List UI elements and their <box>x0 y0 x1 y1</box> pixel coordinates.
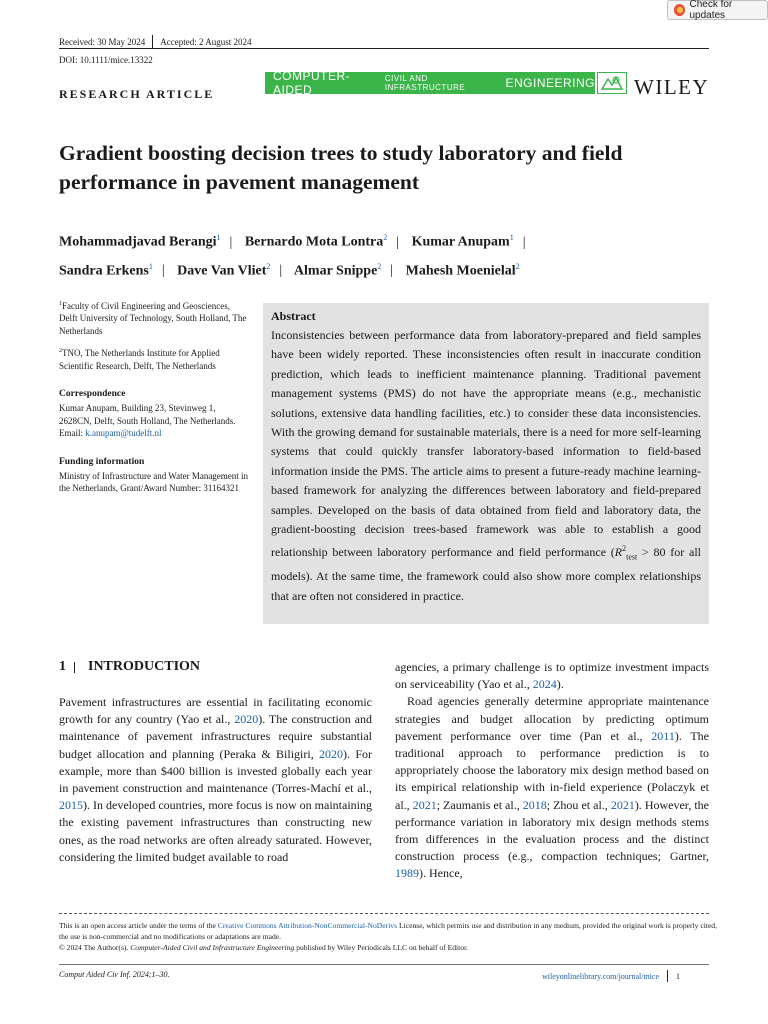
author-name[interactable]: Dave Van Vliet <box>177 263 267 279</box>
author-affiliation-mark[interactable]: 1 <box>148 261 153 271</box>
citation-link[interactable]: 2021 <box>412 797 437 812</box>
body-column-2 <box>395 659 709 883</box>
journal-banner[interactable] <box>265 69 595 97</box>
correspondence <box>59 388 249 440</box>
journal-url-link[interactable]: wileyonlinelibrary.com/journal/mice <box>542 971 659 981</box>
author-line-2: Sandra Erkens$^1$ | Dave Van Vliet$^2$ | Almar Snippe$^2$ | Mahesh Moenielal$^2$ <box>59 261 520 279</box>
section-number: 1 <box>59 659 66 674</box>
check-for-updates-label: Check for updates <box>689 0 733 21</box>
author-name[interactable]: Almar Snippe <box>293 263 378 279</box>
author-affiliation-mark[interactable]: 1 <box>216 233 221 242</box>
author-line-1: Mohammadjavad Berangi$^1$ | Bernardo Mota Lontra$^2$ | Kumar Anupam$^1$ | <box>59 233 526 250</box>
author-name[interactable]: Sandra Erkens <box>59 263 149 279</box>
author-name[interactable]: Kumar Anupam <box>411 234 510 250</box>
footer-citation: Comput Aided Civ Inf. 2024;1–30. <box>59 970 170 979</box>
author-list <box>59 226 719 283</box>
license-divider <box>59 913 709 914</box>
paragraph: Road agencies generally determine appropriate maintenance strategies and budget allocation by predicting optimum pavement performance over time (Pan et al., 2011). The traditional approach to performance prediction is to appropriately choose the laboratory mix design method based on its empirical relationship with in-field experience (Polaczyk et al., 2021; Zaumanis et al., 2018; Zhou et al., 2021). However, the performance variation in laboratory mix design methods stems from differences in the evaluation process and the distinct construction process (e.g., compaction techniques; Gartner, 1989). Hence, <box>395 694 710 881</box>
section-heading <box>59 659 200 675</box>
correspondence-heading: Correspondence <box>59 389 126 400</box>
journal-name-part1: COMPUTER-AIDED <box>273 69 351 97</box>
email-link[interactable]: k.anupam@tudelft.nl <box>85 428 162 439</box>
citation-link[interactable]: 1989 <box>395 866 419 881</box>
author-affiliation-mark[interactable]: 2 <box>266 261 271 271</box>
citation-link[interactable]: 2020 <box>234 712 259 727</box>
footer-rule <box>59 964 709 965</box>
check-for-updates-button[interactable] <box>667 0 768 20</box>
affiliation-2: $^2$TNO, The Netherlands Institute for Applied Scientific Research, Delft, The Netherlands <box>59 348 220 371</box>
correspondence-email-line: Email: k.anupam@tudelft.nl <box>59 428 162 439</box>
body-column-1 <box>59 694 372 866</box>
publisher-logo: WILEY <box>634 75 710 99</box>
page-number: 1 <box>676 971 680 981</box>
author-affiliation-mark[interactable]: 2 <box>377 261 382 271</box>
citation-link[interactable]: 2011 <box>651 728 675 743</box>
author-affiliation-mark[interactable]: 1 <box>509 233 514 242</box>
license-notice <box>59 920 719 954</box>
section-divider <box>74 662 75 673</box>
author-name[interactable]: Bernardo Mota Lontra <box>244 234 384 250</box>
received-date: Received: 30 May 2024 <box>59 37 146 47</box>
dates-line <box>59 35 251 49</box>
affiliation-1: $^1$Faculty of Civil Engineering and Geosciences, Delft University of Technology, South Holland, The Netherlands <box>59 301 247 336</box>
journal-logo-icon <box>597 72 627 94</box>
article-title: Gradient boosting decision trees to study laboratory and field performance in pavement management <box>59 141 623 194</box>
citation-link[interactable]: 2015 <box>59 798 83 813</box>
dates-divider <box>152 35 153 49</box>
journal-name-part2: CIVIL AND INFRASTRUCTURE <box>384 74 466 92</box>
journal-name-part3: ENGINEERING <box>505 76 595 90</box>
author-name[interactable]: Mahesh Moenielal <box>405 263 516 279</box>
paragraph: agencies, a primary challenge is to optimize investment impacts on serviceability (Yao et al., 2024). <box>395 660 709 692</box>
header-rule <box>59 48 709 49</box>
citation-link[interactable]: 2020 <box>319 746 344 761</box>
funding-text: Ministry of Infrastructure and Water Management in the Netherlands, Grant/Award Number: 31164321 <box>59 471 249 494</box>
citation-link[interactable]: 2021 <box>610 797 635 812</box>
citation-link[interactable]: 2018 <box>522 797 547 812</box>
paragraph: Pavement infrastructures are essential in facilitating economic growth for any country (Yao et al., 2020). The construction and maintenance of pavement infrastructures require substantial budget allocation and planning (Peraka & Biligiri, 2020). For example, more than $400 billion is invested globally each year in pavement construction and maintenance (Torres-Machí et al., 2015). In developed countries, more focus is now on maintaining the existing pavement infrastructures than constructing new ones, as the road networks are often already saturated. However, considering the limited budget available to road <box>59 695 372 864</box>
abstract-heading: Abstract <box>271 309 316 323</box>
license-line-1: This is an open access article under the terms of the Creative Commons Attribution-NonCommercial-NoDerivs License, which permits use and distribution in any medium, provided the original work is properly cited, the use is non-commercial and no modifications or adaptations are made. <box>59 921 717 942</box>
funding <box>59 456 249 495</box>
footer-divider <box>667 970 668 982</box>
citation-link[interactable]: 2024 <box>532 677 557 692</box>
license-link[interactable]: Creative Commons Attribution-NonCommercial-NoDerivs <box>217 921 398 930</box>
footer-right <box>542 970 680 982</box>
funding-heading: Funding information <box>59 456 145 467</box>
doi: DOI: 10.1111/mice.13322 <box>59 55 153 65</box>
author-affiliation-mark[interactable]: 2 <box>515 261 520 271</box>
author-affiliation-mark[interactable]: 2 <box>383 233 388 242</box>
section-title: INTRODUCTION <box>88 659 201 674</box>
license-line-2: © 2024 The Author(s). Computer-Aided Civil and Infrastructure Engineering published by Wiley Periodicals LLC on behalf of Editor. <box>59 943 469 953</box>
article-info-column <box>59 298 249 503</box>
accepted-date: Accepted: 2 August 2024 <box>160 37 252 47</box>
abstract-text: Inconsistencies between performance data from laboratory-prepared and field samples have been widely reported. These inconsistencies often result in inaccurate condition prediction, which leads to inefficient maintenance planning. Traditional pavement management systems (PMS) do not have the appropriate means (e.g., mechanistic solutions, extensive data handling facilities, etc.) to consider these data inconsistencies. With the growing demand for sustainable materials, there is a need for more self-learning systems that could quickly transfer laboratory-based information to field-based information inside the PMS. The article aims to present a future-ready machine learning-based framework for analyzing the differences between laboratory and field-prepared samples. Developed on the basis of data obtained from field and laboratory data, the gradient-boosting decision trees-based framework was able to establish a good relationship between laboratory performance and field performance ($R^2_{test} > 80$ for all models). At the same time, the framework could also show more complex relationships that are often not considered in practice. <box>271 328 701 603</box>
update-badge-icon <box>674 4 685 16</box>
article-type: RESEARCH ARTICLE <box>59 87 215 101</box>
correspondence-text: Kumar Anupam, Building 23, Stevinweg 1, 2628CN, Delft, South Holland, The Netherlands. <box>59 403 236 426</box>
abstract-box <box>263 303 709 624</box>
author-name[interactable]: Mohammadjavad Berangi <box>59 234 217 250</box>
